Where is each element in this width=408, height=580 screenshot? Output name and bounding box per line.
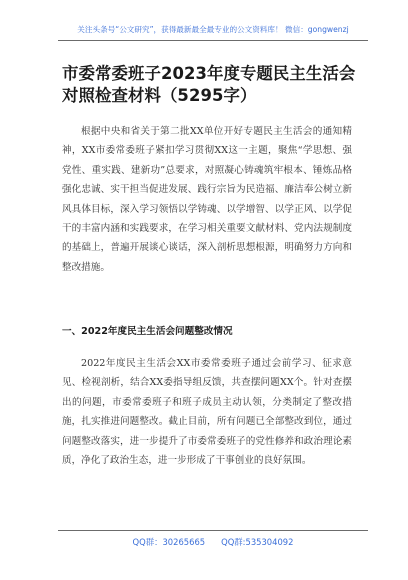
footer-divider [58, 530, 368, 531]
body-paragraph-intro: 根据中央和省关于第二批XX单位开好专题民主生活会的通知精神，XX市委常委班子紧扣学习贯彻XX这一主题，聚焦“学思想、强党性、重实践、建新功”总要求，对照凝心铸魂筑牢根本、锤炼品格强化忠诚、实干担当促进发展、践行宗旨为民造福、廉洁奉公树立新风具体目标，深入学习领悟以学铸魂、以学增智、以学正风、以学促干的丰富内涵和实践要求，在学习相关重要文献材料、党内法规制度的基础上，普遍开展谈心谈话，深入剖析思想根源，明确努力方向和整改措施。 [62, 126, 352, 273]
footer-qq-group-2: QQ群:535304092 [221, 537, 294, 547]
body-paragraph-section-1: 2022年度民主生活会XX市委常委班子通过会前学习、征求意见、检视剖析，结合XX委指导组反馈，共查摆问题XX个。针对查摆出的问题，市委常委班子和班子成员主动认领，分类制定了整改措施，扎实推进问题整改。截止目前，所有问题已全部整改到位，通过问题整改落实，进一步提升了市委常委班子的党性修养和政治理论素质，净化了政治生态，进一步形成了干事创业的良好氛围。 [62, 358, 352, 467]
page-header-banner: 关注头条号“公文研究”，获得最新最全最专业的公文资料库！ 微信：gongwenzj [77, 25, 349, 34]
document-title: 市委常委班子2023年度专题民主生活会对照检查材料（5295字） [62, 64, 356, 105]
page-footer [58, 536, 368, 548]
header-divider [58, 40, 368, 41]
footer-qq-group-1: QQ群：30265665 [132, 537, 206, 547]
section-heading-1: 一、2022年度民主生活会问题整改情况 [62, 326, 233, 337]
